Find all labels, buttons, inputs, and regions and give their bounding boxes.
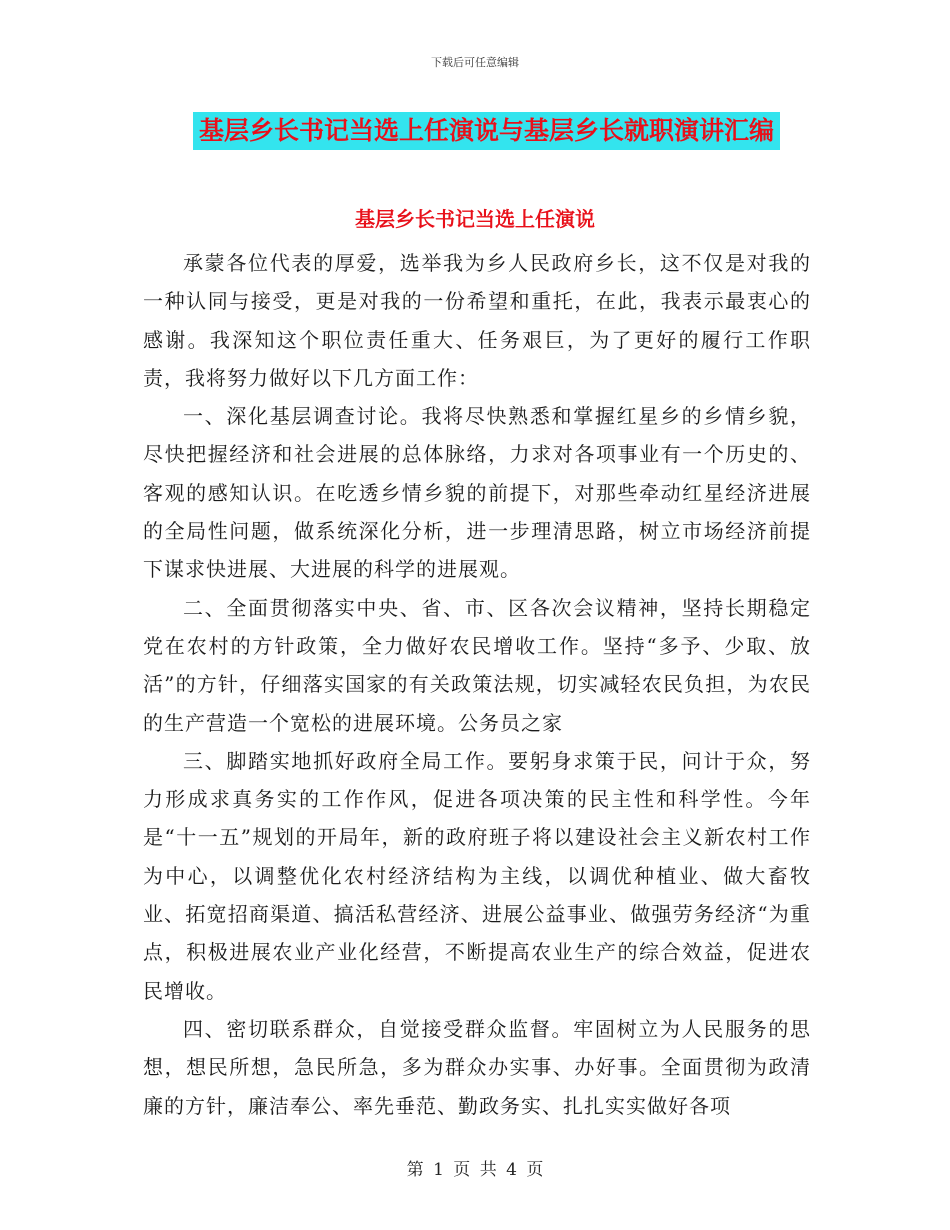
document-body — [143, 244, 811, 1125]
paragraph: 一、深化基层调查讨论。我将尽快熟悉和掌握红星乡的乡情乡貌，尽快把握经济和社会进展的总体脉络，力求对各项事业有一个历史的、客观的感知认识。在吃透乡情乡貌的前提下，对那些牵动红星经济进展的全局性问题，做系统深化分析，进一步理清思路，树立市场经济前提下谋求快进展、大进展的科学的进展观。 — [143, 404, 811, 582]
paragraph: 三、脚踏实地抓好政府全局工作。要躬身求策于民，问计于众，努力形成求真务实的工作作风，促进各项决策的民主性和科学性。今年是“十一五”规划的开局年，新的政府班子将以建设社会主义新农村工作为中心，以调整优化农村经济结构为主线，以调优种植业、做大畜牧业、拓宽招商渠道、搞活私营经济、进展公益事业、做强劳务经济“为重点，积极进展农业产业化经营，不断提高农业生产的综合效益，促进农民增收。 — [143, 748, 811, 1003]
paragraph: 二、全面贯彻落实中央、省、市、区各次会议精神，坚持长期稳定党在农村的方针政策，全力做好农民增收工作。坚持“多予、少取、放活”的方针，仔细落实国家的有关政策法规，切实减轻农民负担，为农民的生产营造一个宽松的进展环境。公务员之家 — [143, 595, 811, 735]
section-title: 基层乡长书记当选上任演说 — [355, 207, 595, 231]
document-title: 基层乡长书记当选上任演说与基层乡长就职演讲汇编 — [193, 112, 780, 150]
page-footer: 第 1 页 共 4 页 — [406, 1160, 544, 1180]
paragraph: 承蒙各位代表的厚爱，选举我为乡人民政府乡长，这不仅是对我的一种认同与接受，更是对我的一份希望和重托，在此，我表示最衷心的感谢。我深知这个职位责任重大、任务艰巨，为了更好的履行工作职责，我将努力做好以下几方面工作： — [143, 251, 811, 390]
paragraph: 四、密切联系群众，自觉接受群众监督。牢固树立为人民服务的思想，想民所想，急民所急，多为群众办实事、办好事。全面贯彻为政清廉的方针，廉洁奉公、率先垂范、勤政务实、扎扎实实做好各项 — [143, 1016, 811, 1118]
header-note: 下载后可任意编辑 — [431, 56, 519, 69]
